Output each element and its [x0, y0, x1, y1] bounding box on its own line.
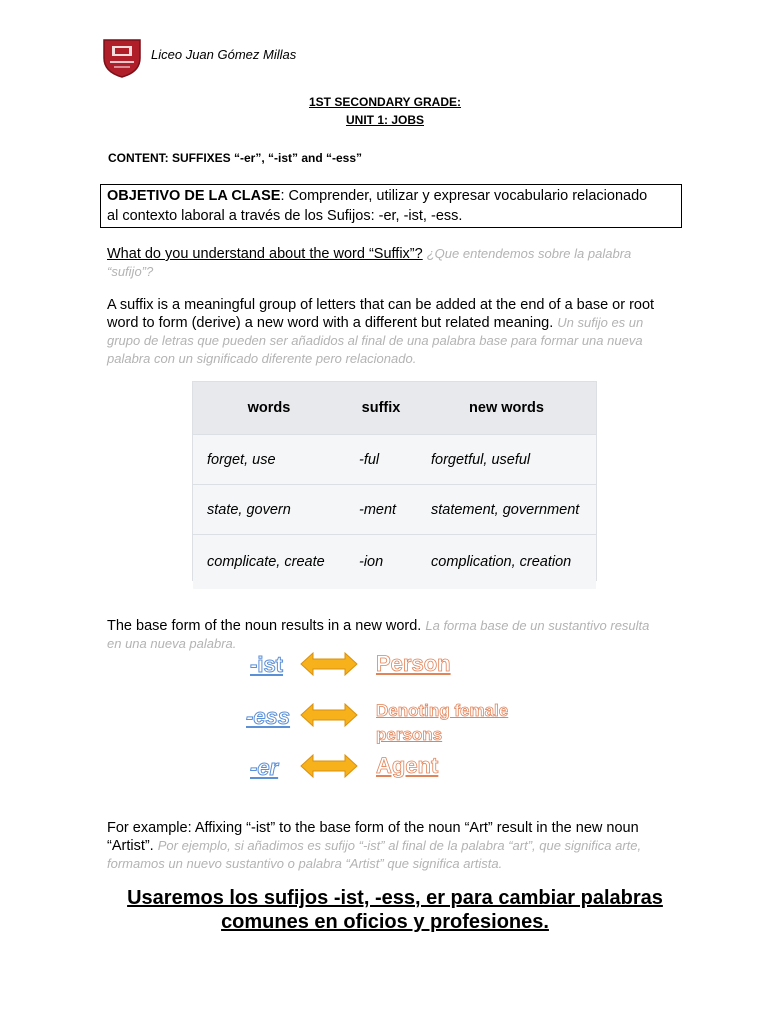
unit-heading: UNIT 1: JOBS	[345, 113, 424, 127]
grade-heading: 1ST SECONDARY GRADE:	[308, 95, 462, 109]
question-en: What do you understand about the word “Suffix”?	[107, 246, 423, 262]
question-paragraph	[107, 245, 679, 281]
content-line: CONTENT: SUFFIXES “-er”, “-ist” and “-ess”	[108, 151, 363, 165]
meaning-female-line2: persons	[376, 725, 443, 744]
meaning-female	[376, 699, 508, 747]
objective-text-line2: al contexto laboral a través de los Sufijos: -er, -ist, -ess.	[107, 208, 463, 224]
table-cell: -ion	[345, 535, 417, 590]
definition-es-line2: grupo de letras que pueden ser añadidos al final de una palabra base para formar una nueva	[107, 333, 643, 348]
definition-es-line3: palabra con un significado diferente pero relacionado.	[107, 351, 417, 366]
example-en-line2: “Artist”.	[107, 838, 154, 854]
table-cell: -ment	[345, 485, 417, 535]
table-header: words	[193, 382, 345, 435]
table-row	[193, 535, 596, 590]
base-form-es-line2: en una nueva palabra.	[107, 636, 237, 651]
definition-en-line2: word to form (derive) a new word with a different but related meaning.	[107, 315, 554, 331]
base-form-paragraph	[107, 617, 679, 653]
example-en-line1: For example: Affixing “-ist” to the base form of the noun “Art” result in the new noun	[107, 820, 639, 836]
double-arrow-icon	[300, 754, 358, 778]
objective-box	[100, 184, 682, 228]
base-form-es-line1: La forma base de un sustantivo resulta	[425, 618, 650, 633]
suffix-ess: -ess	[246, 704, 291, 729]
question-es-line2: “sufijo”?	[107, 264, 154, 279]
table-row	[193, 435, 596, 485]
table-header: suffix	[345, 382, 417, 435]
meaning-agent: Agent	[376, 753, 439, 778]
closing-line1: Usaremos los sufijos -ist, -ess, er para cambiar palabras	[127, 887, 663, 909]
definition-paragraph	[107, 297, 679, 368]
closing-line2: comunes en oficios y profesiones.	[221, 911, 549, 933]
meaning-female-line1: Denoting female	[376, 701, 509, 720]
table-header: new words	[417, 382, 596, 435]
table-header-row	[193, 382, 596, 435]
table-row	[193, 485, 596, 535]
suffix-ist: -ist	[250, 652, 283, 677]
school-crest-icon	[102, 36, 142, 78]
table-cell: complicate, create	[193, 535, 345, 590]
definition-es-line1: Un sufijo es un	[557, 315, 644, 330]
double-arrow-icon	[300, 652, 358, 676]
objective-text-line1: : Comprender, utilizar y expresar vocabulario relacionado	[280, 188, 648, 204]
example-es-line1: Por ejemplo, si añadimos es sufijo “-ist” al final de la palabra “art”, que significa arte,	[157, 838, 642, 853]
table-cell: forgetful, useful	[417, 435, 596, 485]
example-paragraph	[107, 819, 679, 873]
definition-en-line1: A suffix is a meaningful group of letters that can be added at the end of a base or root	[107, 297, 655, 313]
table-cell: forget, use	[193, 435, 345, 485]
table-cell: -ful	[345, 435, 417, 485]
example-es-line2: formamos un nuevo sustantivo o palabra “Artist” que significa artista.	[107, 856, 503, 871]
meaning-person: Person	[376, 651, 451, 676]
table-cell: state, govern	[193, 485, 345, 535]
base-form-en: The base form of the noun results in a new word.	[107, 618, 422, 634]
question-es-line1: ¿Que entendemos sobre la palabra	[426, 246, 632, 261]
double-arrow-icon	[300, 703, 358, 727]
school-name: Liceo Juan Gómez Millas	[151, 47, 297, 62]
suffix-er: -er	[250, 755, 279, 780]
objective-label: OBJETIVO DE LA CLASE	[107, 188, 281, 204]
suffix-table	[192, 381, 597, 581]
table-cell: complication, creation	[417, 535, 596, 590]
table-cell: statement, government	[417, 485, 596, 535]
